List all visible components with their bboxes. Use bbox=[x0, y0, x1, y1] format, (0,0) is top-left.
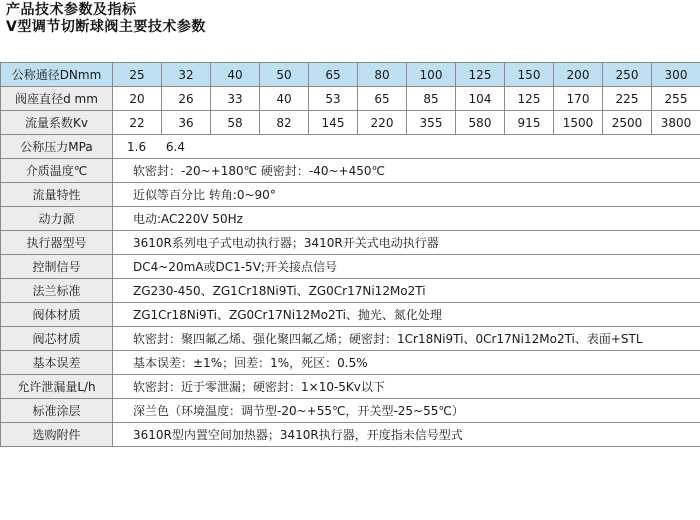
value-cell: 82 bbox=[260, 111, 309, 135]
dn-cell: 25 bbox=[113, 63, 162, 87]
dn-cell: 125 bbox=[456, 63, 505, 87]
value-cell: 65 bbox=[358, 87, 407, 111]
row-label: 控制信号 bbox=[1, 255, 113, 279]
value-cell: 170 bbox=[554, 87, 603, 111]
row-label: 流量特性 bbox=[1, 183, 113, 207]
spec-row-core-material bbox=[1, 327, 700, 351]
table-title: V型调节切断球阀主要技术参数 bbox=[6, 19, 206, 35]
pressure-values bbox=[113, 135, 700, 159]
row-label: 标准涂层 bbox=[1, 399, 113, 423]
titles-block bbox=[6, 2, 206, 36]
row-label: 流量系数Kv bbox=[1, 111, 113, 135]
value-cell: 225 bbox=[603, 87, 652, 111]
row-label: 法兰标准 bbox=[1, 279, 113, 303]
spec-row-control-signal bbox=[1, 255, 700, 279]
row-value: ZG230-450、ZG1Cr18Ni9Ti、ZG0Cr17Ni12Mo2Ti bbox=[113, 279, 700, 303]
value-cell: 125 bbox=[505, 87, 554, 111]
row-label: 阀体材质 bbox=[1, 303, 113, 327]
dn-cell: 250 bbox=[603, 63, 652, 87]
dn-cell: 32 bbox=[162, 63, 211, 87]
value-cell: 580 bbox=[456, 111, 505, 135]
dn-cell: 80 bbox=[358, 63, 407, 87]
spec-row-flange-standard bbox=[1, 279, 700, 303]
value-cell: 355 bbox=[407, 111, 456, 135]
row-label: 执行器型号 bbox=[1, 231, 113, 255]
row-value: 3610R型内置空间加热器；3410R执行器，开度指未信号型式 bbox=[113, 423, 700, 447]
row-value: 软密封：近于零泄漏；硬密封：1×10-5Kv以下 bbox=[113, 375, 700, 399]
spec-row-medium-temperature bbox=[1, 159, 700, 183]
dn-cell: 50 bbox=[260, 63, 309, 87]
spec-row-accessories bbox=[1, 423, 700, 447]
pressure-row bbox=[1, 135, 700, 159]
row-value: 近似等百分比 转角:0~90° bbox=[113, 183, 700, 207]
row-label: 公称压力MPa bbox=[1, 135, 113, 159]
value-cell: 36 bbox=[162, 111, 211, 135]
row-value: ZG1Cr18Ni9Ti、ZG0Cr17Ni12Mo2Ti、抛光、氮化处理 bbox=[113, 303, 700, 327]
row-value: 软密封：-20~+180℃ 硬密封：-40~+450℃ bbox=[113, 159, 700, 183]
pressure-value: 1.6 bbox=[127, 139, 147, 154]
value-cell: 255 bbox=[652, 87, 700, 111]
row-value: 深兰色（环境温度：调节型-20~+55℃，开关型-25~55℃） bbox=[113, 399, 700, 423]
row-label: 阀芯材质 bbox=[1, 327, 113, 351]
value-cell: 2500 bbox=[603, 111, 652, 135]
spec-row-actuator-model bbox=[1, 231, 700, 255]
spec-row-leakage bbox=[1, 375, 700, 399]
row-label: 动力源 bbox=[1, 207, 113, 231]
row-label: 基本误差 bbox=[1, 351, 113, 375]
spec-row-power-source bbox=[1, 207, 700, 231]
row-value: 电动:AC220V 50Hz bbox=[113, 207, 700, 231]
value-cell: 220 bbox=[358, 111, 407, 135]
dn-cell: 100 bbox=[407, 63, 456, 87]
value-cell: 40 bbox=[260, 87, 309, 111]
value-cell: 26 bbox=[162, 87, 211, 111]
value-cell: 58 bbox=[211, 111, 260, 135]
row-label: 介质温度℃ bbox=[1, 159, 113, 183]
dn-cell: 40 bbox=[211, 63, 260, 87]
header-row bbox=[1, 63, 700, 87]
row-value: 软密封：聚四氟乙烯、强化聚四氟乙烯；硬密封：1Cr18Ni9Ti、0Cr17Ni12Mo2Ti、表面+STL bbox=[113, 327, 700, 351]
dn-cell: 200 bbox=[554, 63, 603, 87]
spec-row-body-material bbox=[1, 303, 700, 327]
spec-table bbox=[0, 62, 700, 447]
value-cell: 145 bbox=[309, 111, 358, 135]
value-cell: 104 bbox=[456, 87, 505, 111]
spec-row-basic-error bbox=[1, 351, 700, 375]
dn-cell: 65 bbox=[309, 63, 358, 87]
seat-diameter-row bbox=[1, 87, 700, 111]
row-value: DC4~20mA或DC1-5V;开关接点信号 bbox=[113, 255, 700, 279]
page-title: 产品技术参数及指标 bbox=[6, 2, 137, 18]
dn-cell: 300 bbox=[652, 63, 700, 87]
row-label: 阀座直径d mm bbox=[1, 87, 113, 111]
value-cell: 915 bbox=[505, 111, 554, 135]
row-value: 3610R系列电子式电动执行器；3410R开关式电动执行器 bbox=[113, 231, 700, 255]
header-label: 公称通径DNmm bbox=[1, 63, 113, 87]
spec-row-coating bbox=[1, 399, 700, 423]
row-value: 基本误差：±1%；回差：1%，死区：0.5% bbox=[113, 351, 700, 375]
value-cell: 22 bbox=[113, 111, 162, 135]
row-label: 允许泄漏量L/h bbox=[1, 375, 113, 399]
value-cell: 33 bbox=[211, 87, 260, 111]
value-cell: 20 bbox=[113, 87, 162, 111]
value-cell: 85 bbox=[407, 87, 456, 111]
spec-row-flow-characteristic bbox=[1, 183, 700, 207]
flow-coefficient-row bbox=[1, 111, 700, 135]
value-cell: 3800 bbox=[652, 111, 700, 135]
dn-cell: 150 bbox=[505, 63, 554, 87]
value-cell: 1500 bbox=[554, 111, 603, 135]
value-cell: 53 bbox=[309, 87, 358, 111]
row-label: 选购附件 bbox=[1, 423, 113, 447]
pressure-value: 6.4 bbox=[165, 139, 186, 154]
